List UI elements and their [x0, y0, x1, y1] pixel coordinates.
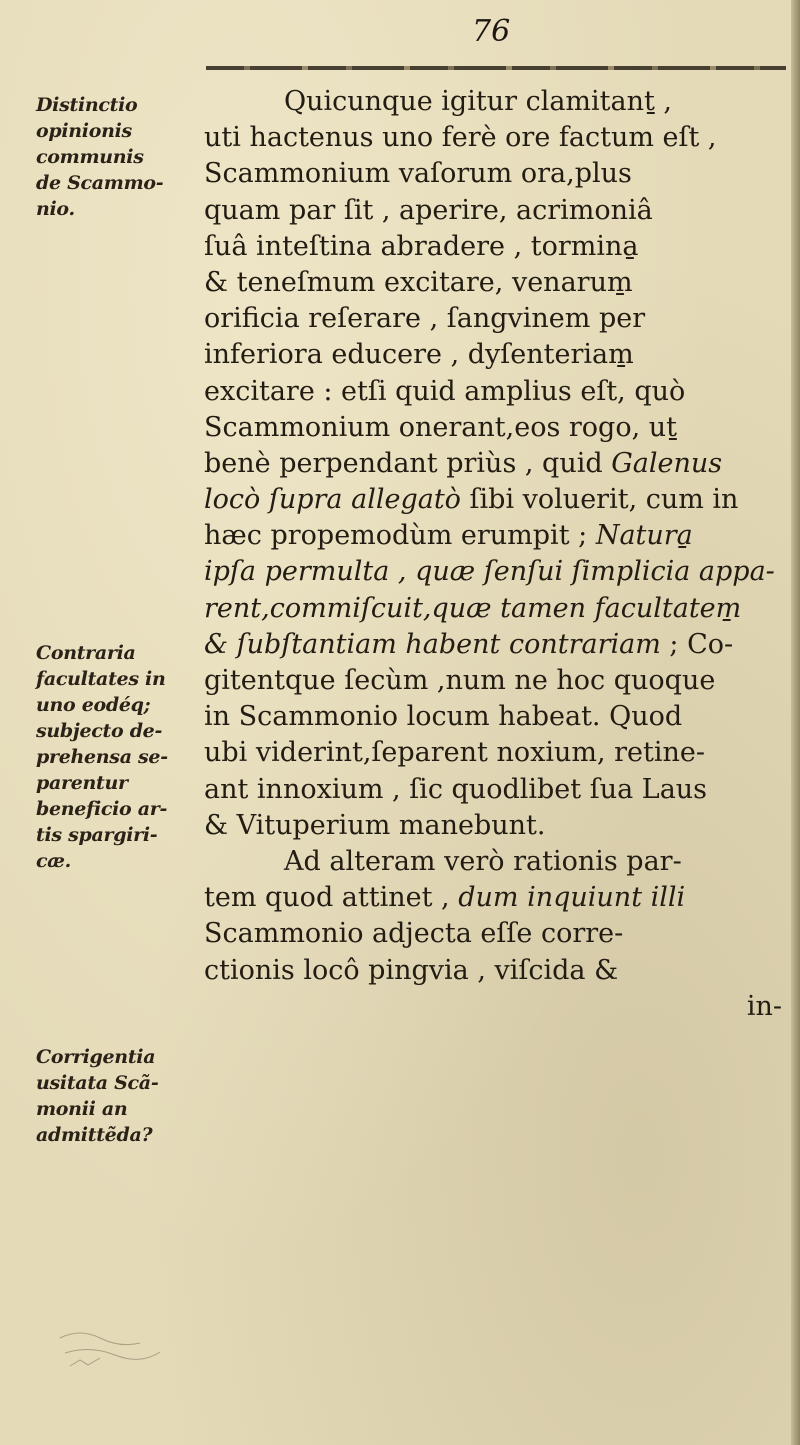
text-segment: ſibi voluerit, cum in	[469, 484, 739, 516]
margin-note-line: Contraria	[36, 642, 136, 664]
text-line	[204, 591, 790, 627]
text-segment: hæc propemodùm erumpit ;	[204, 520, 596, 552]
text-segment: orificia reſerare , ſangvinem per	[204, 303, 646, 335]
margin-note-distinctio	[36, 92, 186, 222]
text-segment: Ad alteram verò rationis par-	[284, 845, 682, 877]
margin-note-line: uno eodéq;	[36, 694, 151, 716]
text-segment: benè perpendant priùs , quid	[204, 447, 612, 479]
text-line	[204, 337, 790, 373]
margin-note-line: cæ.	[36, 850, 71, 872]
text-line	[204, 120, 790, 156]
text-line	[204, 84, 790, 120]
text-line	[204, 156, 790, 192]
text-line	[204, 374, 790, 410]
text-line	[204, 808, 790, 844]
text-line	[204, 193, 790, 229]
text-segment: & teneſmum excitare, venarum̱	[204, 266, 633, 298]
margin-note-line: de Scammo-	[36, 172, 164, 194]
margin-note-line: admittẽda?	[36, 1124, 153, 1146]
text-segment: uti hactenus uno ferè ore factum eſt ,	[204, 122, 717, 154]
body-text	[204, 84, 790, 1025]
text-line	[204, 265, 790, 301]
text-segment: excitare : etſi quid amplius eſt, quò	[204, 375, 686, 407]
margin-note-contraria	[36, 640, 186, 874]
text-segment: Scammonium vaſorum ora,plus	[204, 158, 632, 190]
text-line	[204, 735, 790, 771]
margin-note-corrigentia	[36, 1044, 186, 1148]
text-segment: ctionis locô pingvia , viſcida &	[204, 954, 619, 986]
margin-note-line: beneficio ar-	[36, 798, 168, 820]
italic-segment: Natura̱	[595, 520, 693, 552]
ink-smudge	[55, 1318, 175, 1378]
italic-segment: locò ſupra allegatò	[204, 484, 470, 516]
margin-note-line: Corrigentia	[36, 1046, 156, 1068]
text-segment: ; Co-	[669, 628, 734, 660]
text-line	[204, 554, 790, 590]
text-line	[204, 663, 790, 699]
text-line	[204, 229, 790, 265]
text-segment: ſuâ inteſtina abradere , tormina̱	[204, 230, 639, 262]
italic-segment: rent,commiſcuit,quæ tamen facultatem̱	[204, 592, 742, 624]
text-segment: ubi viderint,ſeparent noxium, retine-	[204, 737, 705, 769]
text-segment: gitentque ſecùm ,num ne hoc quoque	[204, 665, 716, 696]
margin-note-line: opinionis	[36, 120, 132, 142]
text-segment: in Scammonio locum habeat. Quod	[204, 701, 683, 733]
margin-note-line: nio.	[36, 198, 75, 220]
header-rule	[206, 66, 786, 70]
margin-note-line: communis	[36, 146, 144, 168]
text-line	[204, 953, 790, 989]
text-segment: Quicunque igitur clamitanṯ ,	[284, 86, 673, 117]
text-line	[204, 518, 790, 554]
text-line	[204, 446, 790, 482]
text-line	[204, 772, 790, 808]
text-segment: Scammonio adjecta eſſe corre-	[204, 918, 624, 950]
text-line	[204, 627, 790, 663]
italic-segment: Galenus	[611, 447, 723, 479]
margin-note-line: tis spargiri-	[36, 824, 158, 846]
text-segment: quam par ſit , aperire, acrimoniâ	[204, 194, 653, 226]
text-line	[204, 699, 790, 735]
margin-note-line: Distinctio	[36, 94, 138, 116]
margin-note-line: parentur	[36, 772, 128, 794]
catchword: in-	[746, 990, 782, 1022]
text-segment: ant innoxium , ſic quodlibet ſua Laus	[204, 773, 708, 805]
italic-segment: & ſubſtantiam habent contrariam	[204, 628, 670, 660]
text-line	[204, 301, 790, 337]
text-line	[204, 844, 790, 880]
text-line	[204, 410, 790, 446]
text-segment: Scammonium onerant,eos rogo, uṯ	[204, 411, 678, 443]
margin-note-line: facultates in	[36, 668, 166, 690]
margin-note-line: monii an	[36, 1098, 128, 1120]
italic-segment: dum inquiunt illi	[458, 882, 686, 914]
page-edge	[791, 0, 800, 1445]
text-line	[204, 880, 790, 916]
text-segment: & Vituperium manebunt.	[204, 809, 546, 841]
margin-note-line: subjecto de-	[36, 720, 163, 742]
page-number: 76	[472, 14, 511, 49]
text-segment: inferiora educere , dyſenteriam̱	[204, 339, 634, 371]
text-line	[204, 482, 790, 518]
margin-note-line: prehensa se-	[36, 746, 168, 768]
text-line	[204, 916, 790, 952]
text-segment: tem quod attinet ,	[204, 882, 459, 914]
italic-segment: ipſa permulta , quæ ſenſui ſimplicia appa-	[204, 556, 775, 588]
margin-note-line: usitata Scã-	[36, 1072, 159, 1094]
